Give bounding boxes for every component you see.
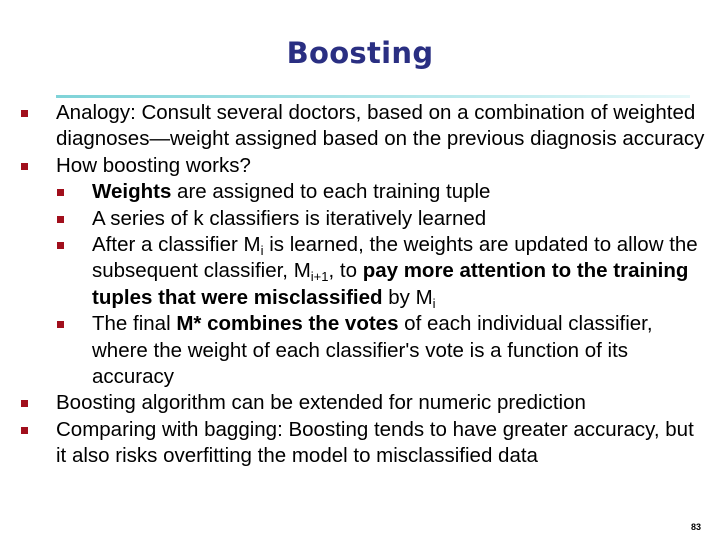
bullet-how-boosting-works bbox=[56, 153, 706, 179]
final-text-b: of each individual classifier, where the weight of each classifier's vote is a function of its accuracy bbox=[92, 312, 653, 389]
square-bullet-icon bbox=[57, 242, 64, 249]
square-bullet-icon bbox=[57, 321, 64, 328]
final-text-a: The final bbox=[92, 312, 177, 336]
square-bullet-icon bbox=[57, 189, 64, 196]
sub-bullet-final bbox=[56, 311, 706, 390]
subscript-i-2: i bbox=[432, 295, 436, 311]
subscript-i-plus-1: i+1 bbox=[310, 269, 329, 285]
weights-text: are assigned to each training tuple bbox=[171, 180, 491, 204]
page-number: 83 bbox=[691, 522, 702, 532]
after-text-a: After a classifier M bbox=[92, 233, 261, 257]
bullet-analogy bbox=[56, 100, 706, 153]
bullet-how-text: How boosting works? bbox=[56, 153, 251, 177]
title-divider bbox=[56, 95, 690, 98]
weights-bold: Weights bbox=[92, 180, 172, 204]
square-bullet-icon bbox=[21, 163, 28, 170]
square-bullet-icon bbox=[57, 216, 64, 223]
slide-title: Boosting bbox=[286, 36, 434, 70]
sub-bullet-after-classifier bbox=[56, 232, 706, 311]
bullet-comparing-bagging bbox=[56, 417, 706, 470]
series-text: A series of k classifiers is iteratively learned bbox=[92, 206, 487, 230]
square-bullet-icon bbox=[21, 110, 28, 117]
subscript-i: i bbox=[260, 243, 264, 259]
bullet-numeric-prediction bbox=[56, 390, 706, 416]
after-text-b: is learned, the weights are updated to allow the subsequent classifier, M bbox=[92, 233, 698, 283]
sub-bullet-weights bbox=[56, 179, 706, 205]
bagging-text: Comparing with bagging: Boosting tends to have greater accuracy, but it also risks overfitting the model to misclassified data bbox=[56, 417, 694, 468]
after-text-c: , to bbox=[328, 259, 363, 283]
attention-bold: pay more attention to the training tuples that were misclassified bbox=[92, 259, 689, 309]
bullet-analogy-text: Analogy: Consult several doctors, based on a combination of weighted diagnoses—weight assigned based on the previous diagnosis accuracy bbox=[56, 101, 705, 151]
bullet-list bbox=[56, 100, 706, 470]
after-text-d: by M bbox=[382, 285, 433, 309]
sub-bullet-series bbox=[56, 206, 706, 232]
square-bullet-icon bbox=[21, 427, 28, 434]
votes-bold: M* combines the votes bbox=[176, 312, 399, 336]
square-bullet-icon bbox=[21, 400, 28, 407]
numeric-text: Boosting algorithm can be extended for numeric prediction bbox=[56, 391, 586, 415]
